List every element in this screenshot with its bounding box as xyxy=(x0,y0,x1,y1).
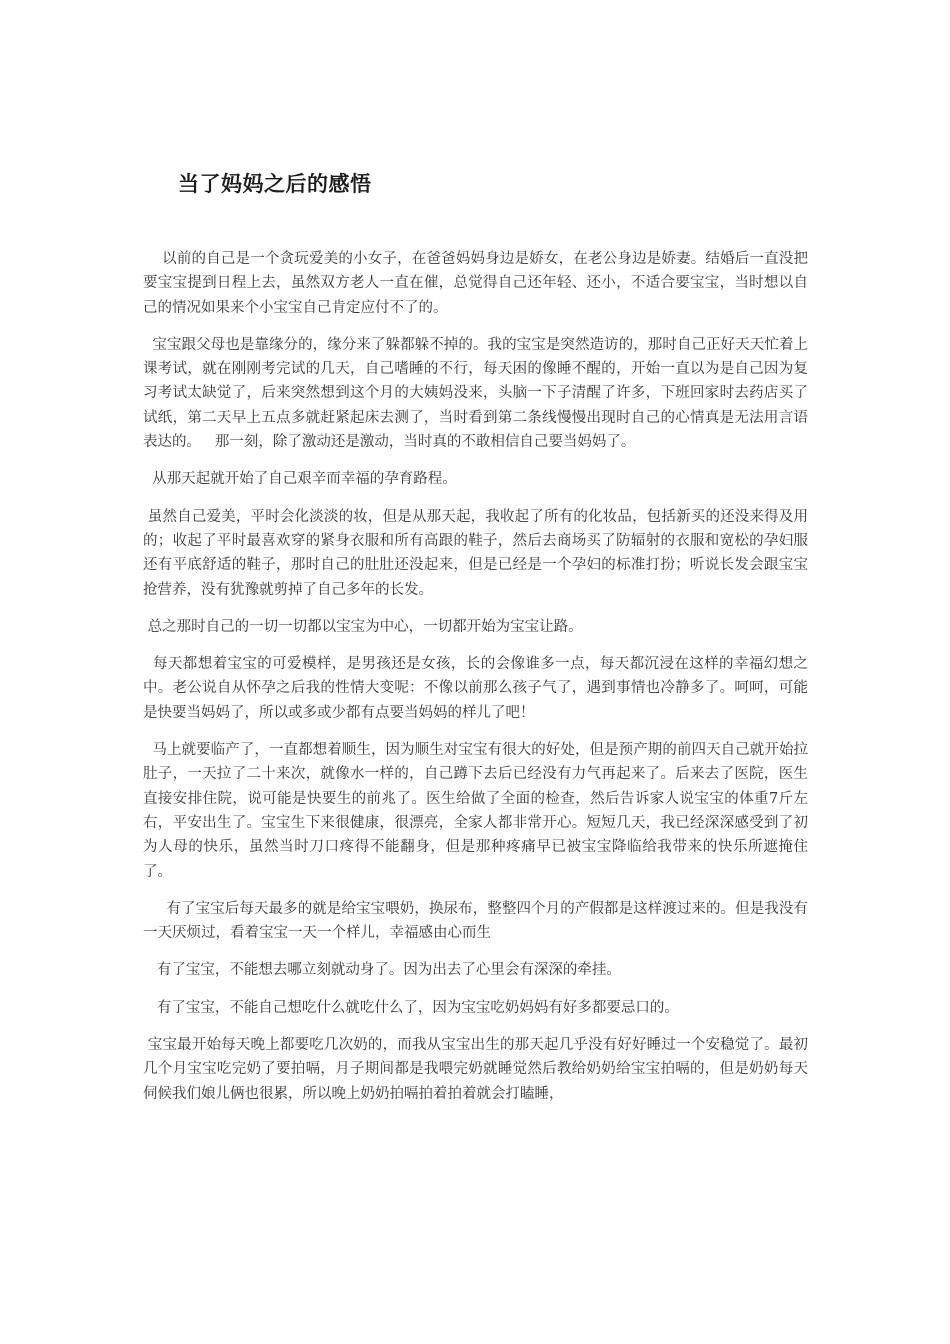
paragraph-7: 马上就要临产了，一直都想着顺生，因为顺生对宝宝有很大的好处，但是预产期的前四天自己就开始拉肚子，一天拉了二十来次，就像水一样的，自己蹲下去后已经没有力气再起来了。后来去了医院，医生直接安排住院，说可能是快要生的前兆了。医生给做了全面的检查，然后告诉家人说宝宝的体重7斤左右，平安出生了。宝宝生下来很健康，很漂亮，全家人都非常开心。短短几天，我已经深深感受到了初为人母的快乐，虽然当时刀口疼得不能翻身，但是那种疼痛早已被宝宝降临给我带来的快乐所遮掩住了。 xyxy=(143,742,809,880)
paragraph-9: 有了宝宝，不能想去哪立刻就动身了。因为出去了心里会有深深的牵挂。 xyxy=(143,962,621,979)
paragraph-1: 以前的自己是一个贪玩爱美的小女子，在爸爸妈妈身边是娇女，在老公身边是娇妻。结婚后一直没把要宝宝提到日程上去，虽然双方老人一直在催，总觉得自己还年轻、还小，不适合要宝宝，当时想以自己的情况如果来个小宝宝自己肯定应付不了的。 xyxy=(143,251,809,316)
paragraph-11: 宝宝最开始每天晚上都要吃几次奶的，而我从宝宝出生的那天起几乎没有好好睡过一个安稳觉了。最初几个月宝宝吃完奶了要拍嗝，月子期间都是我喂完奶就睡觉然后教给奶奶给宝宝拍嗝的，但是奶奶每天伺候我们娘儿俩也很累，所以晚上奶奶拍嗝拍着拍着就会打瞌睡， xyxy=(143,1037,809,1102)
document-body xyxy=(143,247,808,1119)
paragraph-5: 总之那时自己的一切一切都以宝宝为中心，一切都开始为宝宝让路。 xyxy=(143,618,583,635)
paragraph-4: 虽然自己爱美，平时会化淡淡的妆，但是从那天起，我收起了所有的化妆品，包括新买的还没来得及用的；收起了平时最喜欢穿的紧身衣服和所有高跟的鞋子，然后去商场买了防辐射的衣服和宽松的孕妇服还有平底舒适的鞋子，那时自己的肚肚还没起来，但是已经是一个孕妇的标准打扮；听说长发会跟宝宝抢营养，没有犹豫就剪掉了自己多年的长发。 xyxy=(143,508,809,598)
document-title: 当了妈妈之后的感悟 xyxy=(178,172,372,196)
paragraph-6: 每天都想着宝宝的可爱模样，是男孩还是女孩，长的会像谁多一点，每天都沉浸在这样的幸福幻想之中。老公说自从怀孕之后我的性情大变呢：不像以前那么孩子气了，遇到事情也冷静多了。呵呵，可能是快要当妈妈了，所以或多或少都有点要当妈妈的样儿了吧！ xyxy=(143,656,809,721)
paragraph-3: 从那天起就开始了自己艰辛而幸福的孕育路程。 xyxy=(143,471,457,488)
paragraph-2: 宝宝跟父母也是靠缘分的，缘分来了躲都躲不掉的。我的宝宝是突然造访的，那时自己正好天天忙着上课考试，就在刚刚考完试的几天，自己嗜睡的不行，每天困的像睡不醒的，开始一直以为是自己因为复习考试太缺觉了，后来突然想到这个月的大姨妈没来，头脑一下子清醒了许多，下班回家时去药店买了试纸，第二天早上五点多就赶紧起床去测了，当时看到第二条线慢慢出现时自己的心情真是无法用言语表达的。 那一刻，除了激动还是激动，当时真的不敢相信自己要当妈妈了。 xyxy=(143,336,809,451)
paragraph-8: 有了宝宝后每天最多的就是给宝宝喂奶，换尿布，整整四个月的产假都是这样渡过来的。但是我没有一天厌烦过，看着宝宝一天一个样儿，幸福感由心而生 xyxy=(143,900,809,942)
paragraph-10: 有了宝宝，不能自己想吃什么就吃什么了，因为宝宝吃奶妈妈有好多都要忌口的。 xyxy=(143,999,679,1016)
